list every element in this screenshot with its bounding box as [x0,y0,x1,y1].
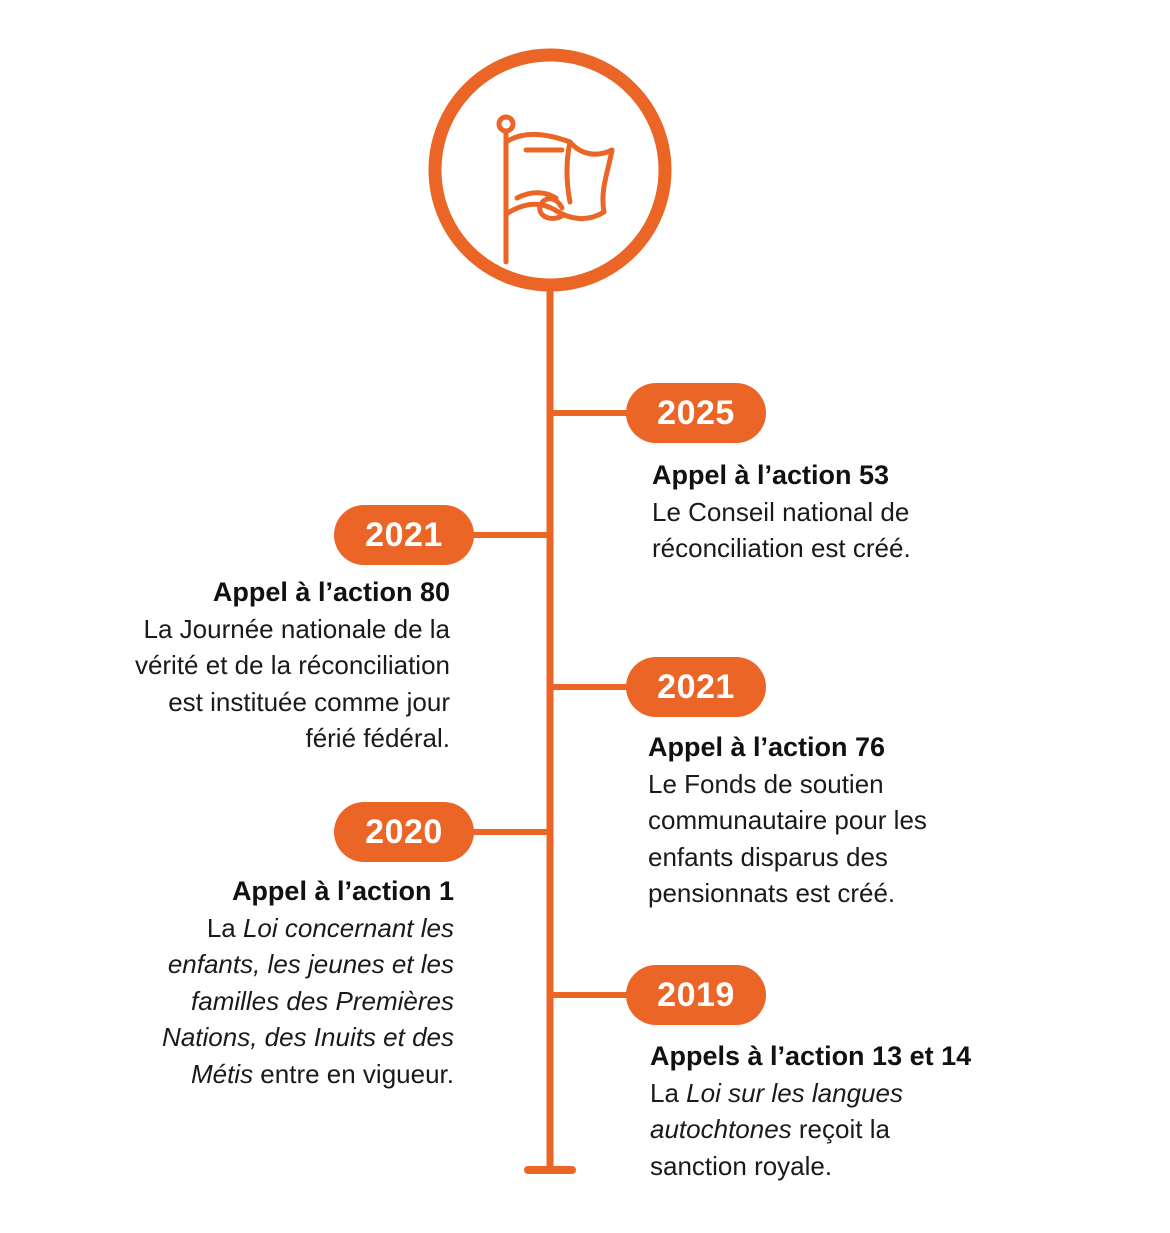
text-segment: La Journée nationale de la [143,613,450,644]
event-title: Appel à l’action 1 [231,876,454,906]
text-segment: entre en vigueur. [253,1058,454,1089]
italic-segment: enfants, les jeunes et les [167,949,454,979]
text-segment: réconciliation est créé. [652,533,911,563]
event-title: Appel à l’action 76 [648,732,886,762]
italic-segment: Nations, des Inuits et des [162,1022,454,1052]
italic-segment: Loi concernant les [242,912,454,943]
text-segment: Le Fonds de soutien [648,768,884,799]
event-2021-left-text [30,574,450,757]
text-segment: La [650,1077,687,1108]
event-description [650,1075,1090,1185]
year-badge-2021-left: 2021 [334,505,474,565]
event-2025-text [652,457,1072,567]
event-2021-right-text [648,729,1068,912]
event-title: Appel à l’action 53 [652,460,890,490]
italic-segment: Loi sur les langues [686,1077,903,1108]
text-segment: La [206,912,243,943]
text-segment: pensionnats est créé. [648,878,896,908]
event-description [30,611,450,757]
year-badge-2019: 2019 [626,965,766,1025]
text-segment: enfants disparus des [648,841,888,872]
event-description [648,766,1068,912]
italic-segment: Métis [190,1058,254,1089]
text-segment: est instituée comme jour [168,686,450,717]
flag-badge [435,55,665,285]
event-title: Appel à l’action 80 [212,577,450,607]
text-segment: communautaire pour les [648,805,927,835]
event-description [652,494,1072,567]
italic-segment: autochtones [650,1114,792,1144]
text-segment: sanction royale. [650,1150,833,1181]
year-badge-2020: 2020 [334,802,474,862]
text-segment: vérité et de la réconciliation [134,650,450,680]
event-2019-text [650,1038,1090,1184]
event-description [34,910,454,1093]
text-segment: férié fédéral. [305,723,450,753]
event-2020-text [34,873,454,1092]
event-title: Appels à l’action 13 et 14 [650,1041,972,1071]
year-badge-2021-right: 2021 [626,657,766,717]
italic-segment: familles des Premières [191,985,454,1016]
year-badge-2025: 2025 [626,383,766,443]
text-segment: reçoit la [791,1114,890,1144]
text-segment: Le Conseil national de [652,496,910,527]
